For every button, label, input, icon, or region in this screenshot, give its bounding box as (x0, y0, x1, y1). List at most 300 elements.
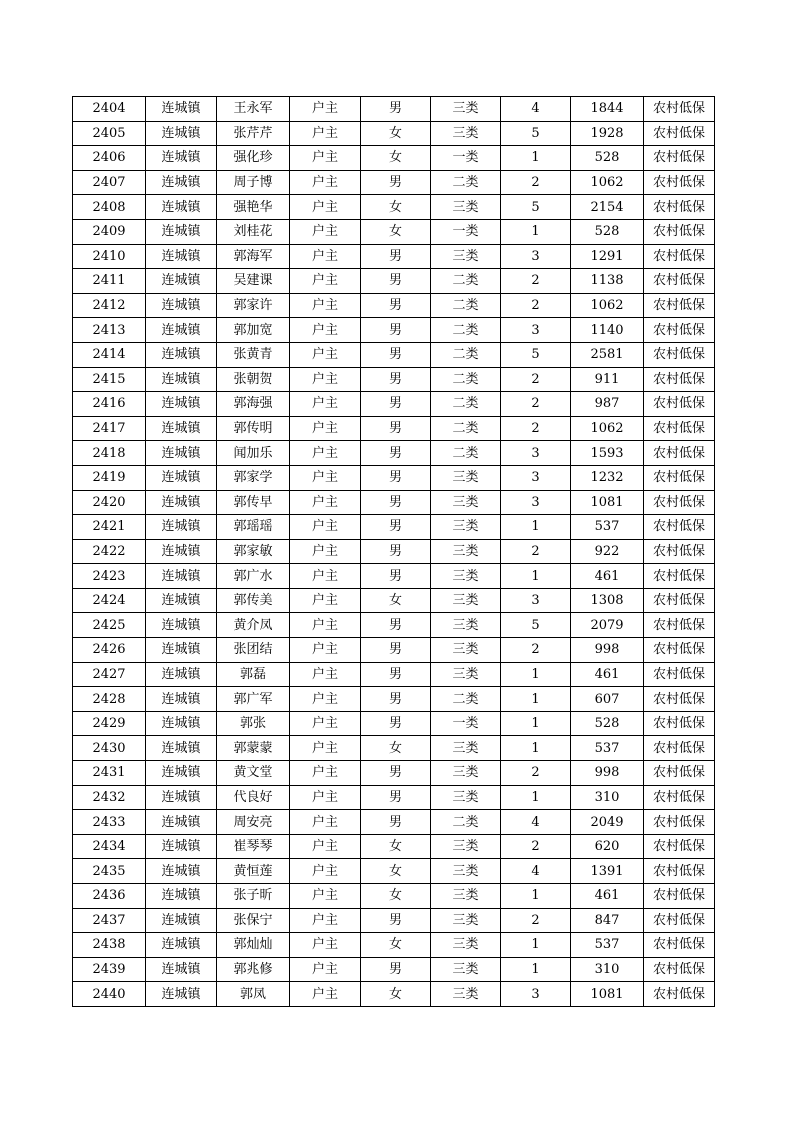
serial-number-cell: 2418 (73, 441, 146, 466)
program-cell: 农村低保 (644, 342, 715, 367)
town-cell: 连城镇 (146, 859, 217, 884)
category-cell: 三类 (431, 638, 501, 663)
name-cell: 张保宁 (217, 908, 290, 933)
relation-cell: 户主 (290, 588, 361, 613)
relation-cell: 户主 (290, 662, 361, 687)
category-cell: 三类 (431, 588, 501, 613)
household-size-cell: 2 (501, 269, 571, 294)
serial-number-cell: 2440 (73, 982, 146, 1007)
serial-number-cell: 2426 (73, 638, 146, 663)
gender-cell: 男 (361, 318, 431, 343)
relation-cell: 户主 (290, 416, 361, 441)
category-cell: 二类 (431, 441, 501, 466)
town-cell: 连城镇 (146, 244, 217, 269)
household-size-cell: 1 (501, 219, 571, 244)
name-cell: 吴建课 (217, 269, 290, 294)
relation-cell: 户主 (290, 982, 361, 1007)
town-cell: 连城镇 (146, 490, 217, 515)
town-cell: 连城镇 (146, 588, 217, 613)
relation-cell: 户主 (290, 908, 361, 933)
town-cell: 连城镇 (146, 564, 217, 589)
program-cell: 农村低保 (644, 269, 715, 294)
category-cell: 三类 (431, 884, 501, 909)
amount-cell: 2154 (571, 195, 644, 220)
program-cell: 农村低保 (644, 588, 715, 613)
amount-cell: 1081 (571, 490, 644, 515)
relation-cell: 户主 (290, 539, 361, 564)
name-cell: 周子博 (217, 170, 290, 195)
town-cell: 连城镇 (146, 613, 217, 638)
household-size-cell: 1 (501, 564, 571, 589)
gender-cell: 男 (361, 416, 431, 441)
name-cell: 闻加乐 (217, 441, 290, 466)
table-row (73, 244, 715, 269)
household-size-cell: 2 (501, 761, 571, 786)
program-cell: 农村低保 (644, 761, 715, 786)
household-size-cell: 1 (501, 515, 571, 540)
category-cell: 三类 (431, 539, 501, 564)
relation-cell: 户主 (290, 810, 361, 835)
name-cell: 张团结 (217, 638, 290, 663)
serial-number-cell: 2427 (73, 662, 146, 687)
program-cell: 农村低保 (644, 662, 715, 687)
serial-number-cell: 2437 (73, 908, 146, 933)
relation-cell: 户主 (290, 342, 361, 367)
category-cell: 一类 (431, 219, 501, 244)
serial-number-cell: 2408 (73, 195, 146, 220)
town-cell: 连城镇 (146, 810, 217, 835)
category-cell: 二类 (431, 392, 501, 417)
gender-cell: 女 (361, 146, 431, 171)
household-size-cell: 1 (501, 884, 571, 909)
amount-cell: 1062 (571, 293, 644, 318)
household-size-cell: 2 (501, 638, 571, 663)
name-cell: 强化珍 (217, 146, 290, 171)
program-cell: 农村低保 (644, 933, 715, 958)
table-row (73, 982, 715, 1007)
name-cell: 郭灿灿 (217, 933, 290, 958)
category-cell: 二类 (431, 342, 501, 367)
gender-cell: 男 (361, 711, 431, 736)
town-cell: 连城镇 (146, 318, 217, 343)
category-cell: 三类 (431, 490, 501, 515)
amount-cell: 1844 (571, 97, 644, 122)
town-cell: 连城镇 (146, 662, 217, 687)
gender-cell: 男 (361, 293, 431, 318)
household-size-cell: 2 (501, 539, 571, 564)
relation-cell: 户主 (290, 392, 361, 417)
town-cell: 连城镇 (146, 957, 217, 982)
category-cell: 三类 (431, 736, 501, 761)
relation-cell: 户主 (290, 834, 361, 859)
program-cell: 农村低保 (644, 416, 715, 441)
name-cell: 郭广军 (217, 687, 290, 712)
category-cell: 二类 (431, 170, 501, 195)
amount-cell: 998 (571, 638, 644, 663)
town-cell: 连城镇 (146, 97, 217, 122)
gender-cell: 女 (361, 834, 431, 859)
household-size-cell: 1 (501, 736, 571, 761)
serial-number-cell: 2420 (73, 490, 146, 515)
relation-cell: 户主 (290, 711, 361, 736)
program-cell: 农村低保 (644, 490, 715, 515)
household-size-cell: 2 (501, 170, 571, 195)
category-cell: 三类 (431, 859, 501, 884)
amount-cell: 461 (571, 662, 644, 687)
amount-cell: 1291 (571, 244, 644, 269)
table-row (73, 539, 715, 564)
household-size-cell: 5 (501, 613, 571, 638)
town-cell: 连城镇 (146, 293, 217, 318)
relation-cell: 户主 (290, 638, 361, 663)
gender-cell: 男 (361, 957, 431, 982)
household-size-cell: 3 (501, 982, 571, 1007)
household-size-cell: 5 (501, 342, 571, 367)
town-cell: 连城镇 (146, 834, 217, 859)
gender-cell: 男 (361, 515, 431, 540)
town-cell: 连城镇 (146, 638, 217, 663)
amount-cell: 2079 (571, 613, 644, 638)
serial-number-cell: 2404 (73, 97, 146, 122)
amount-cell: 528 (571, 146, 644, 171)
town-cell: 连城镇 (146, 933, 217, 958)
category-cell: 三类 (431, 515, 501, 540)
household-size-cell: 1 (501, 711, 571, 736)
category-cell: 三类 (431, 785, 501, 810)
gender-cell: 男 (361, 490, 431, 515)
name-cell: 郭凤 (217, 982, 290, 1007)
table-row (73, 392, 715, 417)
relation-cell: 户主 (290, 933, 361, 958)
gender-cell: 男 (361, 687, 431, 712)
program-cell: 农村低保 (644, 318, 715, 343)
name-cell: 崔琴琴 (217, 834, 290, 859)
program-cell: 农村低保 (644, 465, 715, 490)
gender-cell: 男 (361, 785, 431, 810)
program-cell: 农村低保 (644, 146, 715, 171)
table-row (73, 219, 715, 244)
amount-cell: 2581 (571, 342, 644, 367)
category-cell: 一类 (431, 146, 501, 171)
town-cell: 连城镇 (146, 367, 217, 392)
amount-cell: 1308 (571, 588, 644, 613)
town-cell: 连城镇 (146, 465, 217, 490)
household-size-cell: 3 (501, 465, 571, 490)
program-cell: 农村低保 (644, 613, 715, 638)
program-cell: 农村低保 (644, 884, 715, 909)
household-size-cell: 4 (501, 97, 571, 122)
town-cell: 连城镇 (146, 342, 217, 367)
household-size-cell: 2 (501, 392, 571, 417)
town-cell: 连城镇 (146, 515, 217, 540)
name-cell: 黄恒莲 (217, 859, 290, 884)
name-cell: 张子昕 (217, 884, 290, 909)
table-row (73, 859, 715, 884)
household-size-cell: 5 (501, 195, 571, 220)
name-cell: 郭传明 (217, 416, 290, 441)
category-cell: 二类 (431, 318, 501, 343)
town-cell: 连城镇 (146, 761, 217, 786)
serial-number-cell: 2429 (73, 711, 146, 736)
amount-cell: 310 (571, 957, 644, 982)
amount-cell: 528 (571, 711, 644, 736)
household-size-cell: 2 (501, 293, 571, 318)
serial-number-cell: 2413 (73, 318, 146, 343)
program-cell: 农村低保 (644, 170, 715, 195)
serial-number-cell: 2415 (73, 367, 146, 392)
table-row (73, 416, 715, 441)
gender-cell: 男 (361, 97, 431, 122)
name-cell: 郭广水 (217, 564, 290, 589)
name-cell: 黄介凤 (217, 613, 290, 638)
town-cell: 连城镇 (146, 982, 217, 1007)
serial-number-cell: 2414 (73, 342, 146, 367)
gender-cell: 男 (361, 392, 431, 417)
category-cell: 三类 (431, 244, 501, 269)
household-size-cell: 3 (501, 441, 571, 466)
program-cell: 农村低保 (644, 859, 715, 884)
program-cell: 农村低保 (644, 908, 715, 933)
serial-number-cell: 2411 (73, 269, 146, 294)
name-cell: 代良好 (217, 785, 290, 810)
relation-cell: 户主 (290, 195, 361, 220)
name-cell: 郭瑶瑶 (217, 515, 290, 540)
category-cell: 二类 (431, 687, 501, 712)
household-size-cell: 1 (501, 687, 571, 712)
gender-cell: 男 (361, 170, 431, 195)
relief-roster-table (72, 96, 715, 1007)
name-cell: 黄文堂 (217, 761, 290, 786)
relation-cell: 户主 (290, 441, 361, 466)
gender-cell: 女 (361, 859, 431, 884)
gender-cell: 女 (361, 933, 431, 958)
gender-cell: 女 (361, 195, 431, 220)
table-row (73, 613, 715, 638)
serial-number-cell: 2416 (73, 392, 146, 417)
program-cell: 农村低保 (644, 97, 715, 122)
household-size-cell: 2 (501, 367, 571, 392)
table-row (73, 121, 715, 146)
relation-cell: 户主 (290, 859, 361, 884)
name-cell: 强艳华 (217, 195, 290, 220)
amount-cell: 922 (571, 539, 644, 564)
amount-cell: 1062 (571, 416, 644, 441)
table-row (73, 97, 715, 122)
table-row (73, 318, 715, 343)
category-cell: 二类 (431, 367, 501, 392)
table-row (73, 146, 715, 171)
relation-cell: 户主 (290, 957, 361, 982)
amount-cell: 537 (571, 515, 644, 540)
serial-number-cell: 2435 (73, 859, 146, 884)
gender-cell: 男 (361, 539, 431, 564)
amount-cell: 2049 (571, 810, 644, 835)
table-body (73, 97, 715, 1007)
relation-cell: 户主 (290, 318, 361, 343)
serial-number-cell: 2417 (73, 416, 146, 441)
name-cell: 刘桂花 (217, 219, 290, 244)
name-cell: 郭磊 (217, 662, 290, 687)
category-cell: 二类 (431, 810, 501, 835)
gender-cell: 男 (361, 662, 431, 687)
category-cell: 一类 (431, 711, 501, 736)
category-cell: 二类 (431, 416, 501, 441)
gender-cell: 女 (361, 219, 431, 244)
category-cell: 三类 (431, 982, 501, 1007)
town-cell: 连城镇 (146, 170, 217, 195)
gender-cell: 男 (361, 269, 431, 294)
name-cell: 郭传早 (217, 490, 290, 515)
relation-cell: 户主 (290, 490, 361, 515)
serial-number-cell: 2438 (73, 933, 146, 958)
gender-cell: 女 (361, 588, 431, 613)
household-size-cell: 3 (501, 490, 571, 515)
amount-cell: 1593 (571, 441, 644, 466)
program-cell: 农村低保 (644, 441, 715, 466)
category-cell: 三类 (431, 97, 501, 122)
table-row (73, 515, 715, 540)
name-cell: 郭传美 (217, 588, 290, 613)
relation-cell: 户主 (290, 884, 361, 909)
table-row (73, 441, 715, 466)
table-row (73, 933, 715, 958)
program-cell: 农村低保 (644, 687, 715, 712)
relation-cell: 户主 (290, 367, 361, 392)
serial-number-cell: 2433 (73, 810, 146, 835)
category-cell: 三类 (431, 834, 501, 859)
amount-cell: 1232 (571, 465, 644, 490)
name-cell: 张黄青 (217, 342, 290, 367)
category-cell: 三类 (431, 564, 501, 589)
amount-cell: 461 (571, 884, 644, 909)
name-cell: 郭家学 (217, 465, 290, 490)
program-cell: 农村低保 (644, 810, 715, 835)
relation-cell: 户主 (290, 244, 361, 269)
program-cell: 农村低保 (644, 367, 715, 392)
gender-cell: 男 (361, 638, 431, 663)
name-cell: 郭家许 (217, 293, 290, 318)
gender-cell: 男 (361, 564, 431, 589)
serial-number-cell: 2405 (73, 121, 146, 146)
gender-cell: 男 (361, 465, 431, 490)
household-size-cell: 1 (501, 785, 571, 810)
table-row (73, 834, 715, 859)
name-cell: 郭兆修 (217, 957, 290, 982)
household-size-cell: 1 (501, 957, 571, 982)
relation-cell: 户主 (290, 785, 361, 810)
town-cell: 连城镇 (146, 416, 217, 441)
relation-cell: 户主 (290, 564, 361, 589)
household-size-cell: 2 (501, 908, 571, 933)
amount-cell: 987 (571, 392, 644, 417)
name-cell: 郭加宽 (217, 318, 290, 343)
table-row (73, 195, 715, 220)
table-row (73, 170, 715, 195)
household-size-cell: 3 (501, 318, 571, 343)
relation-cell: 户主 (290, 613, 361, 638)
gender-cell: 男 (361, 441, 431, 466)
program-cell: 农村低保 (644, 293, 715, 318)
name-cell: 张芹芹 (217, 121, 290, 146)
amount-cell: 911 (571, 367, 644, 392)
town-cell: 连城镇 (146, 687, 217, 712)
program-cell: 农村低保 (644, 711, 715, 736)
name-cell: 郭海军 (217, 244, 290, 269)
relation-cell: 户主 (290, 269, 361, 294)
relation-cell: 户主 (290, 170, 361, 195)
category-cell: 三类 (431, 195, 501, 220)
serial-number-cell: 2419 (73, 465, 146, 490)
table-row (73, 342, 715, 367)
serial-number-cell: 2412 (73, 293, 146, 318)
amount-cell: 607 (571, 687, 644, 712)
household-size-cell: 3 (501, 244, 571, 269)
program-cell: 农村低保 (644, 195, 715, 220)
program-cell: 农村低保 (644, 957, 715, 982)
serial-number-cell: 2432 (73, 785, 146, 810)
town-cell: 连城镇 (146, 195, 217, 220)
town-cell: 连城镇 (146, 711, 217, 736)
program-cell: 农村低保 (644, 244, 715, 269)
town-cell: 连城镇 (146, 441, 217, 466)
household-size-cell: 2 (501, 834, 571, 859)
category-cell: 三类 (431, 613, 501, 638)
town-cell: 连城镇 (146, 884, 217, 909)
serial-number-cell: 2421 (73, 515, 146, 540)
relation-cell: 户主 (290, 761, 361, 786)
relation-cell: 户主 (290, 293, 361, 318)
table-row (73, 269, 715, 294)
name-cell: 周安亮 (217, 810, 290, 835)
serial-number-cell: 2410 (73, 244, 146, 269)
gender-cell: 男 (361, 761, 431, 786)
table-row (73, 638, 715, 663)
program-cell: 农村低保 (644, 834, 715, 859)
serial-number-cell: 2424 (73, 588, 146, 613)
name-cell: 王永军 (217, 97, 290, 122)
category-cell: 三类 (431, 908, 501, 933)
household-size-cell: 4 (501, 859, 571, 884)
category-cell: 三类 (431, 465, 501, 490)
town-cell: 连城镇 (146, 908, 217, 933)
serial-number-cell: 2409 (73, 219, 146, 244)
name-cell: 张朝贺 (217, 367, 290, 392)
town-cell: 连城镇 (146, 539, 217, 564)
table-row (73, 810, 715, 835)
serial-number-cell: 2436 (73, 884, 146, 909)
table-row (73, 908, 715, 933)
amount-cell: 1140 (571, 318, 644, 343)
program-cell: 农村低保 (644, 539, 715, 564)
gender-cell: 男 (361, 244, 431, 269)
amount-cell: 461 (571, 564, 644, 589)
category-cell: 三类 (431, 121, 501, 146)
category-cell: 二类 (431, 293, 501, 318)
table-row (73, 711, 715, 736)
amount-cell: 1391 (571, 859, 644, 884)
program-cell: 农村低保 (644, 219, 715, 244)
amount-cell: 998 (571, 761, 644, 786)
amount-cell: 537 (571, 736, 644, 761)
program-cell: 农村低保 (644, 638, 715, 663)
gender-cell: 女 (361, 736, 431, 761)
town-cell: 连城镇 (146, 146, 217, 171)
serial-number-cell: 2423 (73, 564, 146, 589)
gender-cell: 女 (361, 121, 431, 146)
serial-number-cell: 2407 (73, 170, 146, 195)
amount-cell: 1062 (571, 170, 644, 195)
town-cell: 连城镇 (146, 736, 217, 761)
